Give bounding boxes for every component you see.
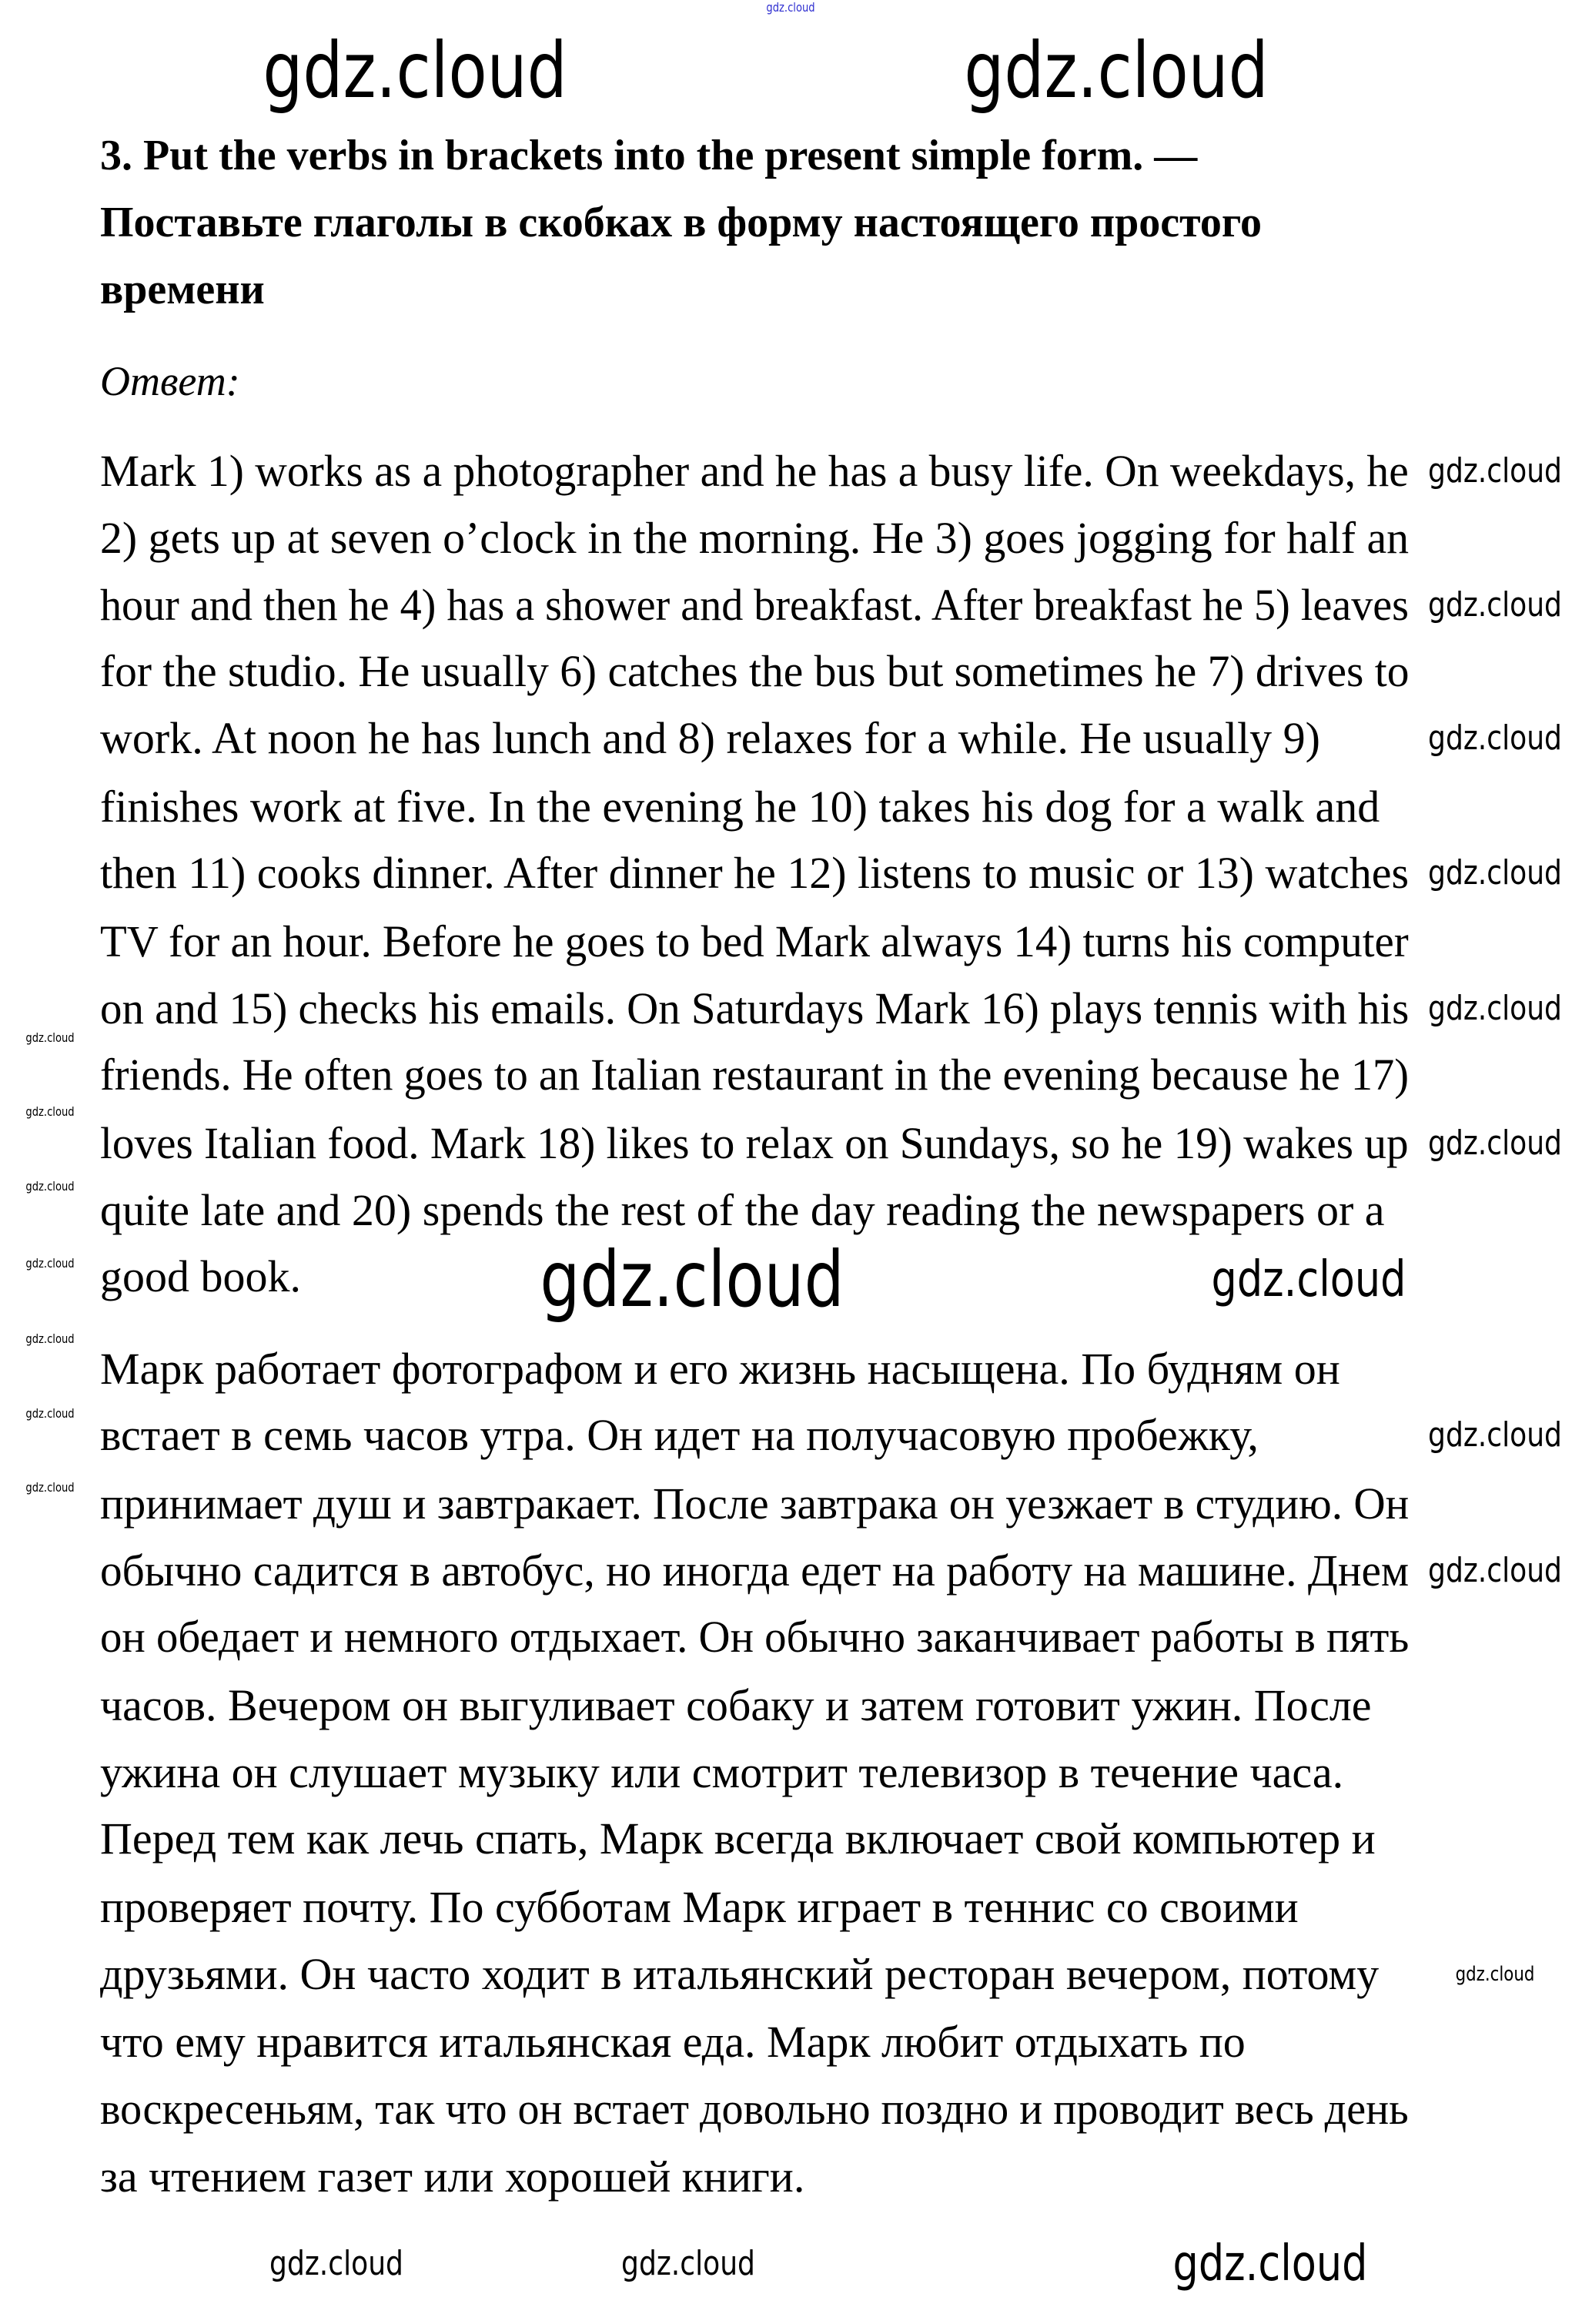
watermark: gdz.cloud [1428,718,1562,758]
watermark: gdz.cloud [1428,853,1562,892]
header-watermark: gdz.cloud [766,0,815,15]
title-line: времени [100,266,265,313]
text-line: Mark 1) works as a photographer and he has a busy life. On weekdays, he [100,446,1409,496]
watermark: gdz.cloud [1455,1963,1535,1986]
text-line: TV for an hour. Before he goes to bed Mark always 14) turns his computer [100,916,1409,966]
text-line: обычно садится в автобус, но иногда едет на работу на машине. Днем [100,1545,1410,1596]
text-line: hour and then he 4) has a shower and breakfast. After breakfast he 5) leaves [100,580,1410,630]
text-line: он обедает и немного отдыхает. Он обычно заканчивает работы в пять [100,1612,1410,1662]
watermark: gdz.cloud [621,2244,755,2283]
watermark: gdz.cloud [25,1331,75,1346]
watermark: gdz.cloud [25,1480,75,1495]
watermark: gdz.cloud [1428,989,1562,1028]
text-line: for the studio. He usually 6) catches the bus but sometimes he 7) drives to [100,646,1410,696]
text-line: 2) gets up at seven o’clock in the morning. He 3) goes jogging for half an [100,513,1410,563]
text-line: good book. [100,1251,301,1301]
text-line: on and 15) checks his emails. On Saturdays Mark 16) plays tennis with his [100,983,1410,1033]
text-line: что ему нравится итальянская еда. Марк любит отдыхать по [100,2017,1246,2067]
watermark: gdz.cloud [25,1406,75,1421]
watermark: gdz.cloud [540,1234,845,1324]
watermark: gdz.cloud [25,1104,75,1119]
watermark: gdz.cloud [1428,451,1562,491]
text-line: quite late and 20) spends the rest of the day reading the newspapers or a [100,1185,1385,1235]
text-line: finishes work at five. In the evening he 10) takes his dog for a walk and [100,782,1380,832]
watermark: gdz.cloud [25,1030,75,1045]
watermark: gdz.cloud [1428,1415,1562,1455]
watermark: gdz.cloud [1428,1551,1562,1590]
text-line: Марк работает фотографом и его жизнь насыщена. По будням он [100,1344,1340,1394]
title-line: 3. Put the verbs in brackets into the present simple form. — [100,132,1198,179]
text-line: за чтением газет или хорошей книги. [100,2152,805,2202]
text-line: work. At noon he has lunch and 8) relaxes for a while. He usually 9) [100,713,1320,763]
title-line: Поставьте глаголы в скобках в форму настоящего простого [100,199,1262,246]
watermark: gdz.cloud [263,25,567,116]
text-line: friends. He often goes to an Italian restaurant in the evening because he 17) [100,1050,1410,1100]
watermark: gdz.cloud [964,25,1269,116]
watermark: gdz.cloud [25,1256,75,1271]
watermark: gdz.cloud [1428,585,1562,625]
text-line: друзьями. Он часто ходит в итальянский ресторан вечером, потому [100,1949,1380,1999]
watermark: gdz.cloud [1428,1123,1562,1163]
text-line: принимает душ и завтракает. После завтрака он уезжает в студию. Он [100,1478,1410,1529]
text-line: ужина он слушает музыку или смотрит телевизор в течение часа. [100,1747,1344,1797]
watermark: gdz.cloud [1211,1251,1406,1308]
text-line: Перед тем как лечь спать, Марк всегда включает свой компьютер и [100,1813,1376,1864]
watermark: gdz.cloud [1172,2235,1368,2292]
text-line: loves Italian food. Mark 18) likes to relax on Sundays, so he 19) wakes up [100,1118,1409,1168]
text-line: проверяет почту. По субботам Марк играет в теннис со своими [100,1882,1299,1932]
text-line: часов. Вечером он выгуливает собаку и затем готовит ужин. После [100,1680,1372,1730]
answer-label: Ответ: [100,358,240,404]
watermark: gdz.cloud [269,2244,403,2283]
text-line: воскресеньям, так что он встает довольно поздно и проводит весь день [100,2084,1409,2134]
watermark: gdz.cloud [25,1179,75,1194]
text-line: встает в семь часов утра. Он идет на получасовую пробежку, [100,1410,1259,1460]
text-line: then 11) cooks dinner. After dinner he 12) listens to music or 13) watches [100,848,1410,898]
